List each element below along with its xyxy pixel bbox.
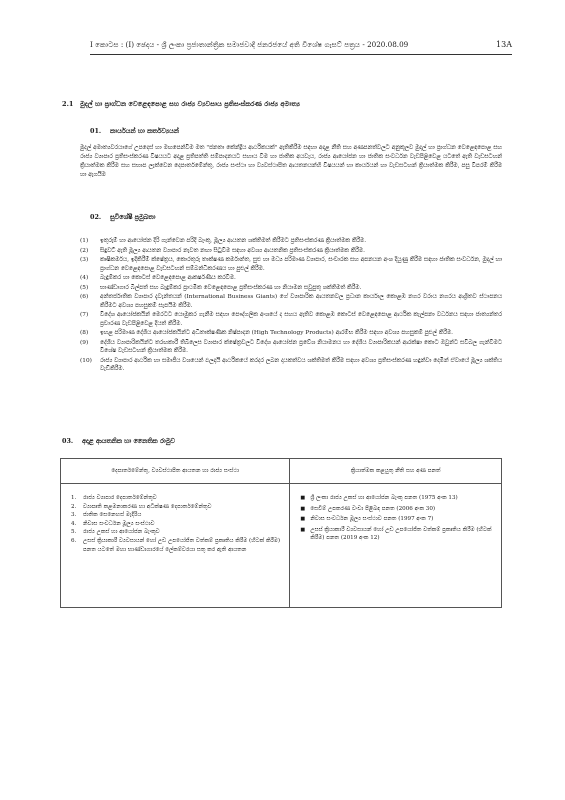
item-text: කෘෂිකර්මය, ඉදිකිරීම් ක්ෂේත්‍රය, කොරතුරු තාක්ෂණ කර්මාන්ත, සුළු හා මධ්‍ය පරිමාණ ව්‍යාපාර, සංචාරක සහ අපනයන අංශ දියුණු කිරීම සඳහා ජාතික සංවර්ධන, මුදල් හා ප්‍රාග්ධන වෙළෙඳපොළ වැඩසටහන් සම්බන්ධීකරණය හා පුළුල් කිරීම. — [100, 257, 502, 272]
subsection-3-title: අදාළ ආයතනික හා නෛතික රාමුව — [82, 437, 175, 445]
item-number: (5) — [80, 284, 89, 291]
subsection-3-number: 03. — [62, 437, 74, 445]
institutions-table — [60, 458, 502, 608]
item-number: 6. — [71, 537, 77, 544]
item-text: අන්තර්ජාතික ව්‍යාපාර දැවැන්තයන් (International Business Giants) ගේ ව්‍යාපාරික ආයතනවල ප්‍රධාන කාර්යාල කොළඹ නගර වරාය නගරය ආශ්‍රිතව ස්ථාපනය කිරීමට අවශ්‍ය පහසුකම් සැපයීම කිරීම. — [100, 294, 502, 309]
item-number: (10) — [80, 357, 92, 364]
list-item — [71, 537, 281, 554]
item-number: 4. — [71, 520, 77, 527]
list-item — [80, 284, 502, 292]
square-bullet-icon: ■ — [300, 505, 306, 512]
item-text: බැඳුම්කර හා කොටස් වෙළෙඳපොළ ආකර්ෂණීය කරවීම. — [100, 275, 236, 282]
section-title: මුදල් හා ප්‍රාග්ධන වෙළෙඳපොළ සහ රාජ්‍ය ව්‍යවසාය ප්‍රතිසංස්කරණ රාජ්‍ය අමාත්‍ය — [80, 100, 301, 108]
item-text: නිවාස සංවර්ධන මූල්‍ය සංස්ථාව පනත (1997 අංක 7) — [310, 516, 434, 523]
item-text: උසස් ක්‍රියාකාරී ව්‍යවසායන් හෝ උඩ උපයෝජිත වත්කම් ප්‍රකෘතිය කිරීම (හිටක් කිරීම) පනත (2019 අංක 12) — [310, 526, 492, 542]
laws-list — [300, 494, 493, 543]
item-text: විදේශ ආයෝජකයින් මෙරටට යොමුකර ගැනීම සඳහා පෞද්ගලික අංශයේ ද සහය ඇතිව කොළඹ කොටස් වෙළෙඳපොළ ආර්ථික කැල්පනා වර්ධනය සඳහා ජාත්‍යන්තර ප්‍රචාරණ වැඩපිළිවෙළ දියත් කිරීම. — [100, 312, 502, 327]
item-text: ඉහළ පරිමාණ දේශීය ආයෝජකයින්ට අධිතාක්ෂණික නිෂ්පාදන (High Technology Products) ආරම්භ කිරීම සඳහා අවශ්‍ය පහසුකම් පුළුල් කිරීම. — [100, 330, 453, 337]
priorities-list — [80, 237, 502, 375]
list-item — [80, 357, 502, 374]
list-item — [71, 511, 281, 520]
item-text: ඉතුරුම් හා ආයෝජන දිරි ගැන්වෙන පරිදි බැංකු, මූල්‍ය ආයතන ශක්තිමත් කිරීමට ප්‍රතිසංස්කරණ ක්‍රියාත්මක කිරීම. — [100, 238, 367, 244]
list-item — [80, 237, 502, 245]
institutions-list — [71, 494, 281, 554]
subsection-1-number: 01. — [90, 127, 102, 135]
list-item — [300, 526, 493, 543]
item-text: භාණ්ඩාගාර බිල්පත් සහ බැඳුම්කර ප්‍රාථමික වෙළෙඳපොළ ප්‍රතිසංස්කරණ හා නියාමන සවුපුතු ශක්තිමත් කිරීම. — [100, 284, 362, 291]
section-number: 2.1 — [62, 100, 74, 108]
subsection-1-title: කාර්යයන් හා කර්තව්‍යයන් — [110, 127, 179, 135]
table-header-row — [61, 459, 502, 484]
item-number: (7) — [80, 312, 89, 319]
header-text: I කොටස : (I) ඡෙදය - ශ්‍රී ලංකා ප්‍රජාතාන්ත්‍රික සමාජවාදී ජනරජයේ අති විශේෂ ගැසට් පත්‍රය - 2020.08.09 — [90, 40, 409, 49]
list-item — [71, 503, 281, 512]
square-bullet-icon: ■ — [300, 526, 306, 533]
item-number: (1) — [80, 238, 89, 244]
laws-column-header: ක්‍රියාත්මක කළයුතු නීති සහ අණ පනත් — [290, 459, 502, 484]
item-text: සෙවීම් උපකරණ වංචා පිළිබඳ පනත (2006 අංක 30) — [310, 505, 436, 512]
institutions-column-header: දෙපාර්තමේන්තු, ව්‍යවස්ථාපිත ආයතන හා රාජ්‍ය සංස්ථා — [61, 459, 290, 484]
item-text: දේශීය ව්‍යාපාරිකයින්ට තරඟකාරී තිබිලෙස ව්‍යාපාර ක්ෂේත්‍රවලට විදේශ ආයෝජන ප්‍රවේශ නියාමනය හා දේශීය ව්‍යාපාරිකයන් ආරක්ෂා කොට ඔවුන්ට සවිබල ගැන්වීමට විශේෂ වැඩසටහන් ක්‍රියාත්මක කිරීම. — [100, 339, 502, 355]
laws-cell — [290, 484, 502, 608]
list-item — [80, 274, 502, 282]
list-item — [80, 339, 502, 356]
item-text: උසස් ක්‍රියාකාරී ව්‍යවසායන් හෝ උඩ උපයෝජිත වත්කම් ප්‍රකෘතිය කිරීම (හිටක් කිරීම) පනත යටතේ මහා භාණ්ඩාගාරයේ ලේකම්වරයා සතු කර ඇති ආයතන — [83, 537, 281, 553]
item-text: ව්‍යාපෘති කළමනාකරණ හා අධීක්ෂණ දෙපාර්තමේන්තුව — [83, 503, 212, 510]
square-bullet-icon: ■ — [300, 495, 306, 501]
item-number: 5. — [71, 529, 77, 536]
list-item — [300, 515, 493, 524]
item-number: (6) — [80, 294, 89, 301]
page-number: 13A — [496, 40, 512, 49]
item-number: (9) — [80, 339, 89, 346]
functions-paragraph: මුදල් අමාත්‍යවරයාගේ උපදෙස් හා මඟපෙන්වීම මත "ජනතා කේන්ද්‍රීය ආර්ථිකයක්" ඇතිකිරීම සඳහා අදාළ නීති සහ අණපනත්වලට අනුකූලව මුදල් හා ප්‍රාග්ධන වෙළෙඳපොළ සහ රාජ්‍ය ව්‍යාපාර ප්‍රතිසංස්කරණ විෂයයට අදාළ ප්‍රතිපත්ති සම්පාදනයට සහාය වීම හා ජාතික අයවැය, රාජ්‍ය ආයෝජන හා ජාතික සංවර්ධන වැඩපිළිවෙළ යටතේ ඇති වැඩසටහන් ක්‍රියාත්මක කිරීම සහ සභාප ලැක්වෙන දෙපාර්තමේන්තු, රාජ්‍ය සංස්ථා හා ව්‍යවස්ථාපිත ආයතනයන්හි විෂයයන් හා කාර්යයන් හා වැඩසටහන් ක්‍රියාත්මක කිරීම, පසු විපරම් කිරීම හා ඇගයීම — [80, 145, 502, 178]
list-item — [80, 311, 502, 328]
item-text: රාජ්‍ය උකස් හා ආයෝජන බැංකුව — [83, 529, 160, 536]
table-row — [61, 484, 502, 608]
list-item — [80, 329, 502, 337]
page-header — [90, 40, 512, 50]
item-number: 3. — [71, 512, 77, 519]
item-number: (4) — [80, 275, 89, 282]
list-item — [71, 520, 281, 529]
list-item — [71, 528, 281, 537]
item-number: (3) — [80, 257, 89, 264]
item-number: (8) — [80, 330, 89, 337]
header-rule — [90, 54, 512, 55]
item-number: 2. — [71, 503, 77, 510]
list-item — [71, 494, 281, 503]
item-text: රාජ්‍ය ව්‍යාපාර දෙපාර්තමේන්තුව — [83, 495, 157, 501]
subsection-2-title: සුවිශේෂී ප්‍රමුඛතා — [110, 213, 156, 221]
item-text: රාජ්‍ය ව්‍යාපාර ආර්ථික හා සමාජීය වශයෙන් ඵලදායී ආර්ථිකයේ කරදර ලබන දායකත්වය ශක්තිමත් කිරීම සඳහා අවශ්‍ය ප්‍රතිසංස්කරණ හඳුන්වා දෙමින් ඒවායේ මූල්‍ය ශක්තිය වැඩිකිරීම. — [100, 357, 502, 373]
list-item — [80, 247, 502, 255]
item-number: (2) — [80, 247, 89, 254]
list-item — [300, 505, 493, 514]
item-number: 1. — [71, 495, 77, 501]
item-text: ශ්‍රී ලංකා රාජ්‍ය උකස් හා ආයෝජන බැංකු පනත (1975 අංක 13) — [310, 495, 458, 501]
subsection-2-number: 02. — [90, 213, 102, 221]
institutions-cell — [61, 484, 290, 608]
list-item — [300, 494, 493, 503]
item-text: සිඳුවට් ඇති මූල්‍ය ආයතන ව්‍යාපාර නැවත නඟා සිටුවීම සඳහා අවශ්‍ය ආයතනික ප්‍රතිසංස්කරණ ක්‍රියාත්මක කිරීම. — [100, 247, 365, 254]
list-item — [80, 256, 502, 273]
item-text: ජාතික සෙනෙහස් මැදිරිය — [83, 512, 142, 519]
item-text: නිවාස සංවර්ධන මූල්‍ය සංස්ථාව — [83, 520, 155, 527]
square-bullet-icon: ■ — [300, 516, 306, 523]
list-item — [80, 293, 502, 310]
